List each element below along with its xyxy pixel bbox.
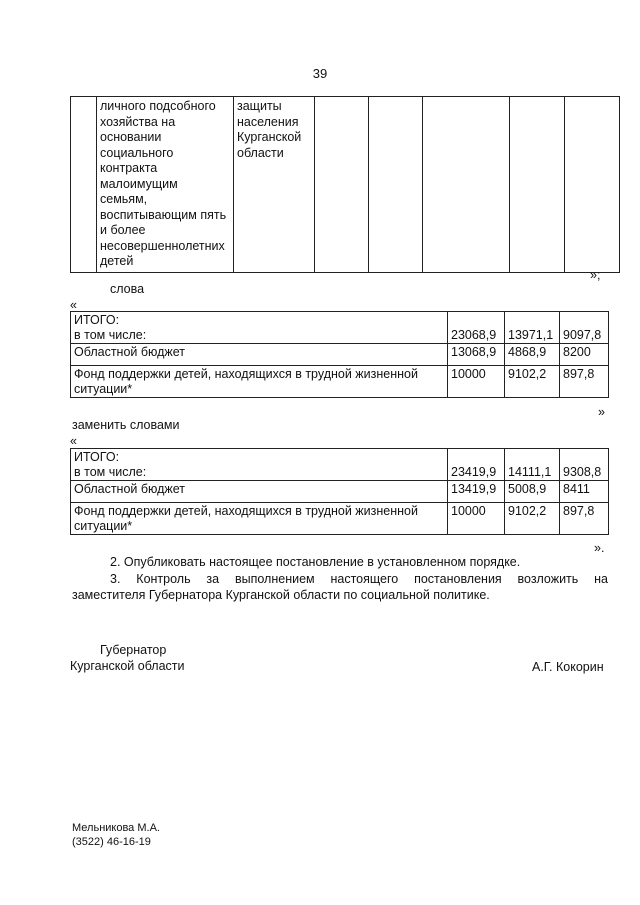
table-row xyxy=(71,449,609,481)
row-label: Фонд поддержки детей, находящихся в трудной жизненной ситуации* xyxy=(71,503,448,535)
row-label: Областной бюджет xyxy=(71,481,448,503)
row-value-3: 8200 xyxy=(560,344,609,366)
page-number: 39 xyxy=(312,66,328,81)
item-3-line2: заместителя Губернатора Курганской области по социальной политике. xyxy=(72,588,490,602)
closing-quote: ». xyxy=(594,541,605,555)
row-value-2: 9102,2 xyxy=(505,503,560,535)
table-row xyxy=(71,503,609,535)
total-label-cell: ИТОГО: в том числе: xyxy=(71,312,448,344)
replace-words: заменить словами xyxy=(72,418,180,432)
row-value-2: 5008,9 xyxy=(505,481,560,503)
table-row xyxy=(71,481,609,503)
row-value-3: 897,8 xyxy=(560,503,609,535)
row-value-3: 8411 xyxy=(560,481,609,503)
row-value-2: 9102,2 xyxy=(505,366,560,398)
row-label: Фонд поддержки детей, находящихся в трудной жизненной ситуации* xyxy=(71,366,448,398)
executor-name: Мельникова М.А. xyxy=(72,822,160,834)
executor-phone: (3522) 46-16-19 xyxy=(72,836,151,848)
total-label-cell: ИТОГО: в том числе: xyxy=(71,449,448,481)
word-slova: слова xyxy=(110,282,145,296)
continuation-table xyxy=(70,96,620,273)
total-value-3: 9308,8 xyxy=(560,449,609,481)
total-value-1: 23068,9 xyxy=(448,312,505,344)
closing-quote: » xyxy=(598,405,605,419)
item-2: 2. Опубликовать настоящее постановление в установленном порядке. xyxy=(110,555,521,569)
table-cell xyxy=(565,97,620,273)
row-value-2: 4868,9 xyxy=(505,344,560,366)
measure-description-cell: личного подсобного хозяйства на основании социального контракта малоимущим семьям, воспитывающим пять и более несовершеннолетних детей xyxy=(97,97,234,273)
signatory-title-line1: Губернатор xyxy=(100,643,167,657)
table-row xyxy=(71,366,609,398)
item-3-line1: 3. Контроль за выполнением настоящего постановления возложить на xyxy=(110,572,608,586)
row-value-1: 13419,9 xyxy=(448,481,505,503)
new-totals-table xyxy=(70,448,609,535)
row-value-1: 13068,9 xyxy=(448,344,505,366)
total-value-2: 14111,1 xyxy=(505,449,560,481)
closing-quote: »; xyxy=(590,268,601,282)
row-value-3: 897,8 xyxy=(560,366,609,398)
executor-cell: защиты населения Курганской области xyxy=(234,97,315,273)
row-label: Областной бюджет xyxy=(71,344,448,366)
total-value-2: 13971,1 xyxy=(505,312,560,344)
opening-quote: « xyxy=(70,298,77,312)
table-row xyxy=(71,312,609,344)
old-totals-table xyxy=(70,311,609,398)
table-cell xyxy=(315,97,369,273)
row-value-1: 10000 xyxy=(448,503,505,535)
table-cell xyxy=(369,97,423,273)
table-cell xyxy=(510,97,565,273)
table-cell xyxy=(71,97,97,273)
table-cell xyxy=(423,97,510,273)
total-value-1: 23419,9 xyxy=(448,449,505,481)
signatory-title-line2: Курганской области xyxy=(70,659,185,673)
signatory-name: А.Г. Кокорин xyxy=(532,660,604,674)
opening-quote: « xyxy=(70,434,77,448)
table-row xyxy=(71,344,609,366)
row-value-1: 10000 xyxy=(448,366,505,398)
total-value-3: 9097,8 xyxy=(560,312,609,344)
